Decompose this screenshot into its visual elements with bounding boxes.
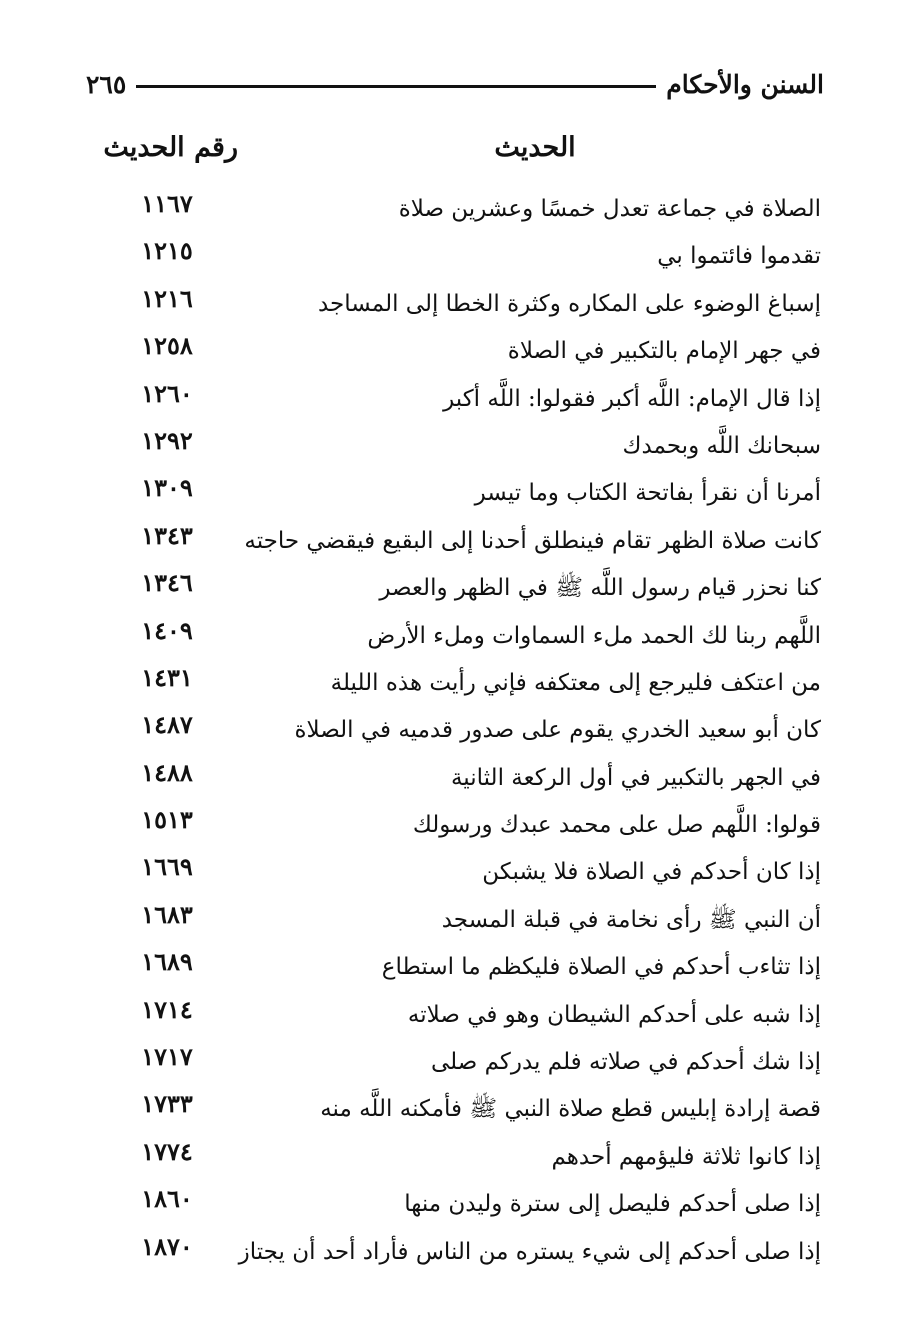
table-row bbox=[0, 470, 921, 517]
hadith-number: ١٤٣١ bbox=[141, 662, 193, 692]
hadith-text: إذا كانوا ثلاثة فليؤمهم أحدهم bbox=[551, 1143, 821, 1170]
table-row bbox=[0, 1086, 921, 1133]
hadith-text: الصلاة في جماعة تعدل خمسًا وعشرين صلاة bbox=[398, 196, 821, 222]
hadith-number: ١٣٤٦ bbox=[141, 568, 193, 598]
hadith-text: إذا صلى أحدكم فليصل إلى سترة وليدن منها bbox=[404, 1191, 821, 1218]
table-row bbox=[0, 423, 921, 470]
table-row bbox=[0, 755, 921, 802]
hadith-number: ١٧١٧ bbox=[141, 1042, 193, 1072]
hadith-number: ١٥١٣ bbox=[141, 805, 193, 835]
hadith-number: ١٨٧٠ bbox=[141, 1231, 193, 1261]
hadith-number: ١٣٠٩ bbox=[141, 473, 193, 503]
hadith-text: اللَّهم ربنا لك الحمد ملء السماوات وملء الأرض bbox=[367, 622, 821, 649]
hadith-number: ١٤٠٩ bbox=[141, 615, 193, 645]
hadith-text: في الجهر بالتكبير في أول الركعة الثانية bbox=[450, 764, 821, 791]
hadith-text: إذا شك أحدكم في صلاته فلم يدركم صلى bbox=[430, 1049, 821, 1076]
hadith-text: تقدموا فائتموا بي bbox=[657, 243, 821, 270]
table-row bbox=[0, 1181, 921, 1228]
hadith-text: إذا قال الإمام: اللَّه أكبر فقولوا: اللَّه أكبر bbox=[443, 385, 821, 412]
table-row bbox=[0, 328, 921, 375]
hadith-text: من اعتكف فليرجع إلى معتكفه فإني رأيت هذه الليلة bbox=[330, 669, 821, 696]
hadith-number: ١١٦٧ bbox=[141, 189, 193, 218]
table-row bbox=[0, 802, 921, 849]
table-row bbox=[0, 565, 921, 612]
table-row bbox=[0, 1229, 921, 1276]
hadith-number: ١٤٨٧ bbox=[141, 710, 193, 740]
table-row bbox=[0, 944, 921, 991]
table-row bbox=[0, 992, 921, 1039]
hadith-number: ١٨٦٠ bbox=[141, 1184, 193, 1214]
hadith-number: ١٢٩٢ bbox=[141, 425, 193, 455]
hadith-text: قصة إرادة إبليس قطع صلاة النبي ﷺ فأمكنه اللَّه منه bbox=[320, 1096, 821, 1123]
hadith-number: ١٤٨٨ bbox=[141, 757, 193, 787]
table-row bbox=[0, 376, 921, 423]
hadith-text: إذا تثاءب أحدكم في الصلاة فليكظم ما استطاع bbox=[381, 954, 821, 981]
hadith-text: كنا نحزر قيام رسول اللَّه ﷺ في الظهر والعصر bbox=[379, 575, 821, 602]
hadith-text: إذا كان أحدكم في الصلاة فلا يشبكن bbox=[482, 859, 821, 886]
hadith-number: ١٧٧٤ bbox=[141, 1136, 193, 1166]
hadith-index-table bbox=[0, 186, 921, 1276]
hadith-number: ١٢١٥ bbox=[141, 236, 193, 266]
hadith-text: سبحانك اللَّه وبحمدك bbox=[622, 432, 821, 459]
page-number: ٢٦٥ bbox=[86, 69, 127, 99]
hadith-text: كانت صلاة الظهر تقام فينطلق أحدنا إلى البقيع فيقضي حاجته bbox=[244, 527, 821, 554]
column-header-hadith: الحديث bbox=[494, 132, 576, 163]
table-row bbox=[0, 1134, 921, 1181]
table-row bbox=[0, 233, 921, 280]
hadith-text: قولوا: اللَّهم صل على محمد عبدك ورسولك bbox=[412, 812, 821, 839]
hadith-number: ١٣٤٣ bbox=[141, 520, 193, 550]
hadith-number: ١٢٥٨ bbox=[141, 331, 193, 361]
hadith-text: إذا شبه على أحدكم الشيطان وهو في صلاته bbox=[407, 1001, 821, 1028]
hadith-text: إذا صلى أحدكم إلى شيء يستره من الناس فأراد أحد أن يجتاز bbox=[238, 1238, 821, 1265]
table-row bbox=[0, 518, 921, 565]
hadith-number: ١٢١٦ bbox=[141, 283, 193, 313]
table-row bbox=[0, 660, 921, 707]
table-row bbox=[0, 613, 921, 660]
table-row bbox=[0, 707, 921, 754]
header-rule bbox=[136, 85, 656, 88]
running-head bbox=[86, 62, 824, 106]
hadith-text: أمرنا أن نقرأ بفاتحة الكتاب وما تيسر bbox=[474, 480, 821, 507]
hadith-text: في جهر الإمام بالتكبير في الصلاة bbox=[507, 338, 821, 365]
running-head-title: السنن والأحكام bbox=[666, 69, 824, 99]
table-row bbox=[0, 281, 921, 328]
hadith-text: إسباغ الوضوء على المكاره وكثرة الخطا إلى المساجد bbox=[317, 290, 821, 317]
hadith-number: ١٧٣٣ bbox=[141, 1089, 193, 1119]
hadith-number: ١٦٨٩ bbox=[141, 947, 193, 977]
table-row bbox=[0, 1039, 921, 1086]
hadith-text: أن النبي ﷺ رأى نخامة في قبلة المسجد bbox=[441, 906, 821, 933]
hadith-number: ١٢٦٠ bbox=[141, 378, 193, 408]
hadith-number: ١٦٨٣ bbox=[141, 899, 193, 929]
column-header-number: رقم الحديث bbox=[103, 132, 238, 163]
table-row bbox=[0, 186, 921, 233]
hadith-text: كان أبو سعيد الخدري يقوم على صدور قدميه في الصلاة bbox=[294, 717, 821, 744]
table-row bbox=[0, 897, 921, 944]
table-row bbox=[0, 849, 921, 896]
hadith-number: ١٦٦٩ bbox=[141, 852, 193, 882]
hadith-number: ١٧١٤ bbox=[141, 994, 193, 1024]
